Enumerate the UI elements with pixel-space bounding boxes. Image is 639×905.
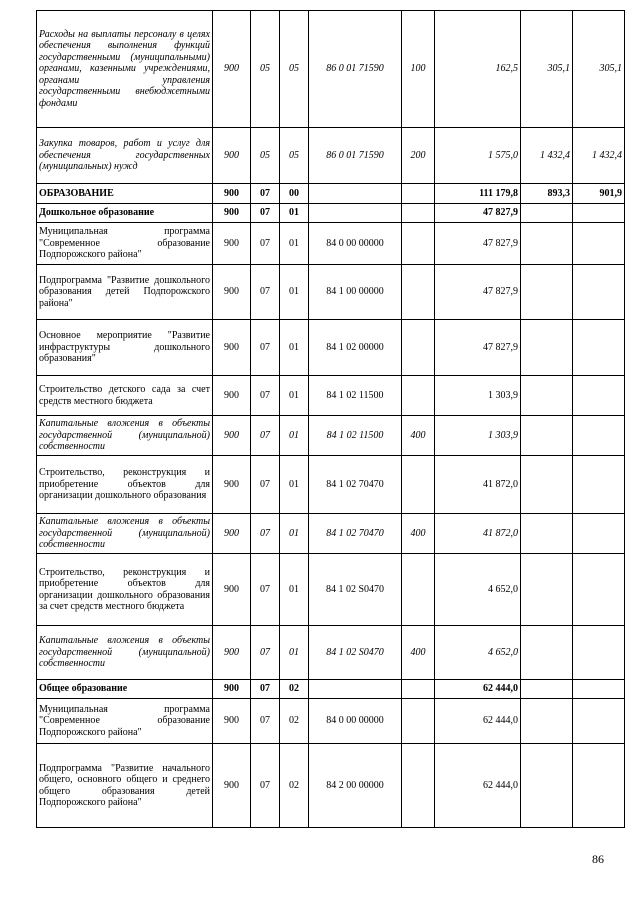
row-vr: 100 [402,11,435,128]
budget-table [36,10,625,828]
table-row [37,204,625,223]
table-row [37,265,625,320]
row-pr: 01 [280,204,309,223]
row-csr: 84 1 02 11500 [309,376,402,416]
row-pr: 01 [280,320,309,376]
row-sum-3 [573,265,625,320]
row-sum-2 [521,744,573,828]
table-row [37,680,625,699]
row-name: Муниципальная программа "Современное образование Подпорожского района" [37,223,213,265]
table-row [37,514,625,554]
row-sum-2: 305,1 [521,11,573,128]
row-ved: 900 [213,11,251,128]
row-rz: 05 [251,11,280,128]
row-ved: 900 [213,744,251,828]
row-sum-2 [521,320,573,376]
row-sum-2: 893,3 [521,184,573,204]
row-sum-2 [521,265,573,320]
row-sum-3 [573,223,625,265]
row-vr [402,265,435,320]
row-vr [402,554,435,626]
row-sum-1: 62 444,0 [435,680,521,699]
row-sum-2 [521,680,573,699]
row-sum-1: 41 872,0 [435,456,521,514]
row-name: Капитальные вложения в объекты государственной (муниципальной) собственности [37,626,213,680]
row-vr [402,744,435,828]
row-pr: 01 [280,554,309,626]
row-ved: 900 [213,680,251,699]
row-name: ОБРАЗОВАНИЕ [37,184,213,204]
row-ved: 900 [213,699,251,744]
row-sum-1: 47 827,9 [435,204,521,223]
row-name: Строительство, реконструкция и приобретение объектов для организации дошкольного образования за счет средств местного бюджета [37,554,213,626]
row-sum-2 [521,416,573,456]
row-ved: 900 [213,223,251,265]
row-name: Капитальные вложения в объекты государственной (муниципальной) собственности [37,416,213,456]
table-row [37,128,625,184]
row-vr [402,184,435,204]
row-ved: 900 [213,128,251,184]
row-pr: 01 [280,514,309,554]
row-sum-2 [521,554,573,626]
row-name: Строительство, реконструкция и приобретение объектов для организации дошкольного образования [37,456,213,514]
row-sum-3 [573,204,625,223]
row-rz: 07 [251,416,280,456]
row-pr: 01 [280,626,309,680]
row-pr: 02 [280,699,309,744]
row-csr: 86 0 01 71590 [309,11,402,128]
row-sum-2 [521,699,573,744]
row-csr [309,184,402,204]
row-sum-1: 41 872,0 [435,514,521,554]
row-rz: 07 [251,514,280,554]
row-csr: 84 2 00 00000 [309,744,402,828]
row-name: Строительство детского сада за счет средств местного бюджета [37,376,213,416]
table-row [37,320,625,376]
row-ved: 900 [213,204,251,223]
row-sum-2 [521,626,573,680]
row-vr: 400 [402,626,435,680]
row-csr: 86 0 01 71590 [309,128,402,184]
table-row [37,184,625,204]
table-row [37,416,625,456]
row-ved: 900 [213,184,251,204]
table-row [37,626,625,680]
row-csr: 84 1 02 S0470 [309,626,402,680]
row-ved: 900 [213,456,251,514]
row-sum-3 [573,554,625,626]
row-pr: 01 [280,223,309,265]
row-pr: 00 [280,184,309,204]
row-vr [402,320,435,376]
row-csr [309,680,402,699]
row-vr: 400 [402,514,435,554]
row-vr [402,680,435,699]
row-sum-3 [573,320,625,376]
table-row [37,376,625,416]
row-csr: 84 0 00 00000 [309,699,402,744]
row-sum-2 [521,456,573,514]
row-rz: 07 [251,204,280,223]
row-sum-3 [573,626,625,680]
row-vr: 400 [402,416,435,456]
row-pr: 01 [280,456,309,514]
row-sum-1: 47 827,9 [435,320,521,376]
row-sum-2 [521,204,573,223]
row-sum-2 [521,376,573,416]
row-rz: 07 [251,265,280,320]
row-rz: 07 [251,223,280,265]
row-ved: 900 [213,376,251,416]
row-ved: 900 [213,265,251,320]
table-row [37,456,625,514]
row-rz: 07 [251,699,280,744]
row-csr: 84 0 00 00000 [309,223,402,265]
row-sum-3 [573,699,625,744]
row-pr: 02 [280,744,309,828]
table-row [37,11,625,128]
row-rz: 07 [251,744,280,828]
row-pr: 02 [280,680,309,699]
row-name: Общее образование [37,680,213,699]
row-name: Расходы на выплаты персоналу в целях обеспечения выполнения функций государственными (муниципальными) органами, казенными учреждениями, органами управления государственными внебюджетными фондами [37,11,213,128]
table-row [37,699,625,744]
row-rz: 07 [251,376,280,416]
row-csr: 84 1 02 S0470 [309,554,402,626]
row-sum-1: 1 303,9 [435,416,521,456]
row-vr [402,223,435,265]
row-sum-3: 305,1 [573,11,625,128]
row-csr: 84 1 02 00000 [309,320,402,376]
row-name: Подпрограмма "Развитие дошкольного образования детей Подпорожского района" [37,265,213,320]
row-csr: 84 1 02 11500 [309,416,402,456]
row-pr: 05 [280,11,309,128]
row-sum-2 [521,514,573,554]
row-name: Муниципальная программа "Современное образование Подпорожского района" [37,699,213,744]
row-sum-1: 47 827,9 [435,265,521,320]
row-pr: 01 [280,416,309,456]
row-ved: 900 [213,514,251,554]
row-sum-1: 62 444,0 [435,699,521,744]
row-sum-1: 47 827,9 [435,223,521,265]
row-vr [402,204,435,223]
row-sum-1: 1 575,0 [435,128,521,184]
row-vr [402,699,435,744]
row-vr [402,456,435,514]
row-pr: 01 [280,265,309,320]
row-rz: 07 [251,626,280,680]
row-name: Капитальные вложения в объекты государственной (муниципальной) собственности [37,514,213,554]
row-sum-1: 162,5 [435,11,521,128]
row-rz: 07 [251,320,280,376]
row-name: Дошкольное образование [37,204,213,223]
row-sum-1: 1 303,9 [435,376,521,416]
row-sum-3 [573,744,625,828]
row-sum-1: 4 652,0 [435,626,521,680]
row-rz: 07 [251,456,280,514]
row-sum-3 [573,376,625,416]
row-vr [402,376,435,416]
row-ved: 900 [213,626,251,680]
row-csr [309,204,402,223]
row-name: Закупка товаров, работ и услуг для обеспечения государственных (муниципальных) нужд [37,128,213,184]
row-rz: 07 [251,554,280,626]
row-ved: 900 [213,554,251,626]
row-rz: 05 [251,128,280,184]
row-sum-3 [573,514,625,554]
row-name: Основное мероприятие "Развитие инфраструктуры дошкольного образования" [37,320,213,376]
row-pr: 01 [280,376,309,416]
row-csr: 84 1 02 70470 [309,514,402,554]
row-sum-3: 1 432,4 [573,128,625,184]
row-sum-1: 4 652,0 [435,554,521,626]
page-number: 86 [592,852,604,866]
row-sum-3 [573,416,625,456]
table-row [37,223,625,265]
row-ved: 900 [213,416,251,456]
row-name: Подпрограмма "Развитие начального общего, основного общего и среднего общего образования детей Подпорожского района" [37,744,213,828]
row-sum-1: 62 444,0 [435,744,521,828]
table-row [37,744,625,828]
row-sum-1: 111 179,8 [435,184,521,204]
row-sum-2 [521,223,573,265]
row-rz: 07 [251,680,280,699]
row-ved: 900 [213,320,251,376]
row-sum-3 [573,680,625,699]
row-pr: 05 [280,128,309,184]
row-csr: 84 1 02 70470 [309,456,402,514]
row-vr: 200 [402,128,435,184]
row-rz: 07 [251,184,280,204]
row-sum-3: 901,9 [573,184,625,204]
table-row [37,554,625,626]
row-csr: 84 1 00 00000 [309,265,402,320]
row-sum-2: 1 432,4 [521,128,573,184]
row-sum-3 [573,456,625,514]
